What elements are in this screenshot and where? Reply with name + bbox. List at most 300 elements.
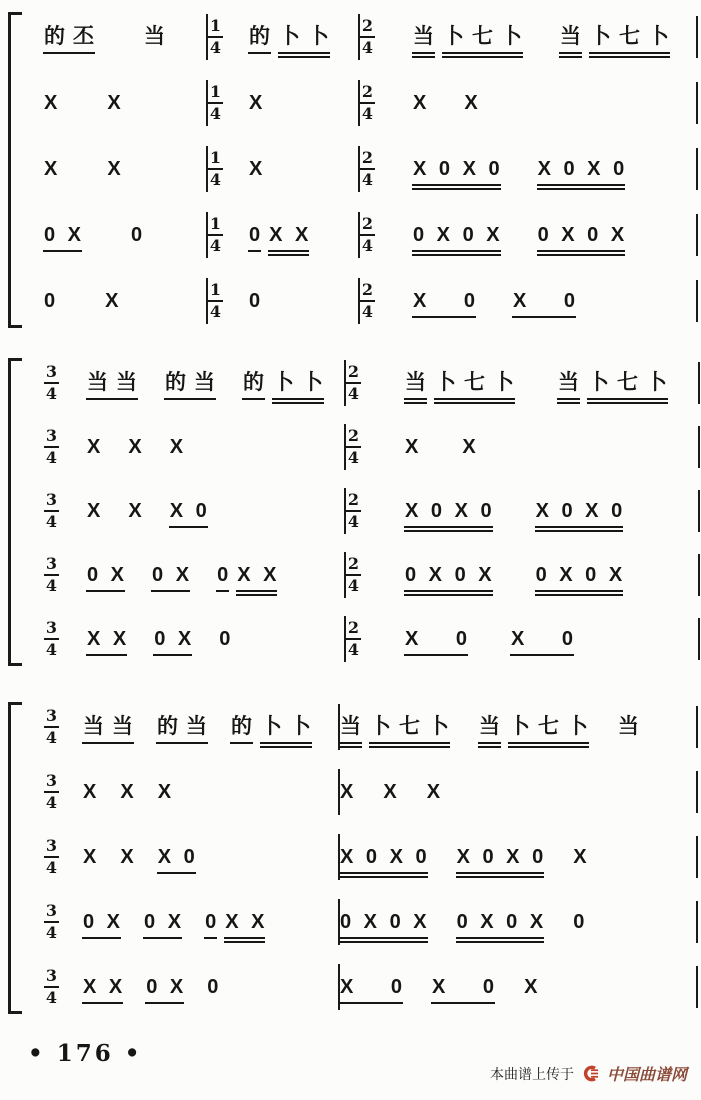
note-token: X 0 X 0 [456,845,544,868]
beat-group [207,976,218,999]
beat-group [170,436,183,459]
time-signature [44,708,59,746]
time-signature [44,492,59,530]
note-token: X [405,435,419,458]
note-token: 的当 [157,714,215,738]
score-row [44,958,698,1016]
note-token: X [413,91,427,114]
measure [340,911,696,934]
end-barline [698,554,700,596]
note-token: 0 [217,563,229,586]
note-token: X X [83,975,123,998]
note-token: 的 [249,24,278,48]
measure [340,846,696,869]
note-token: X [87,435,101,458]
time-signature-denominator: 4 [361,236,374,255]
end-barline [698,426,700,468]
note-token: X [128,499,142,522]
beat-group [464,92,477,115]
note-token: X 0 [432,975,495,998]
note-token: X [107,157,121,180]
measure [44,92,206,115]
beat-group [405,564,492,587]
note-token: 0 [573,910,585,933]
note-token: X 0 X 0 [340,845,427,868]
score-row [44,206,698,264]
time-signature-denominator: 4 [361,104,374,123]
score-system [8,698,698,1016]
measure [44,25,206,49]
measure [44,708,338,746]
measure [44,838,338,876]
note-token: X 0 [157,845,195,868]
measure [340,976,696,999]
score-row [44,763,698,821]
beat-group [83,976,122,999]
note-token: 0 X [146,975,184,998]
system-bracket [8,12,22,328]
time-signature-numerator: 1 [209,280,222,299]
beat-group [87,500,100,523]
note-token: 0 X 0 X [456,910,544,933]
time-signature-denominator: 4 [45,793,58,812]
time-signature-numerator: 2 [361,16,374,35]
note-token: 0 X 0 X [340,910,427,933]
note-token: X 0 [405,627,468,650]
note-token: 0 X [83,910,121,933]
measure [346,364,698,402]
measure [44,428,344,466]
beat-group [340,911,427,934]
score-row [44,893,698,951]
time-signature-denominator: 4 [45,728,58,747]
beat-group [105,290,118,313]
measure [44,492,344,530]
beat-group [87,564,124,587]
note-token: 的 [243,370,272,394]
beat-group [44,224,81,247]
beat-group [536,500,623,523]
time-signature-numerator: 3 [45,554,58,573]
time-signature [44,428,59,466]
time-signature-numerator: 1 [209,148,222,167]
note-token: X [107,91,121,114]
beat-group [383,781,396,804]
measure [44,224,206,247]
time-signature [360,216,375,254]
end-barline [696,966,698,1008]
note-token: 当 [413,24,442,48]
beat-group [128,500,141,523]
time-signature [44,968,59,1006]
score-row [44,272,698,330]
beat-group [87,628,126,651]
beat-group [524,976,537,999]
note-token: 0 [205,910,217,933]
time-signature-numerator: 3 [45,966,58,985]
beat-group [205,911,264,934]
note-token: 当 [340,714,369,738]
beat-group [249,290,260,313]
time-signature-numerator: 3 [45,490,58,509]
score-row [44,8,698,66]
time-signature-numerator: 3 [45,362,58,381]
beat-group [405,628,467,651]
end-barline [696,148,698,190]
time-signature [44,620,59,658]
end-barline [698,490,700,532]
score-row [44,354,700,412]
time-signature [346,364,361,402]
note-token: X [87,499,101,522]
time-signature-denominator: 4 [45,923,58,942]
beat-group [144,24,173,49]
beat-group [560,24,677,49]
time-signature-numerator: 3 [45,618,58,637]
time-signature-numerator: 1 [209,214,222,233]
note-token: 当 [558,370,587,394]
time-signature-denominator: 4 [209,236,222,255]
beat-group [462,436,475,459]
time-signature-numerator: 2 [347,618,360,637]
time-signature-numerator: 2 [347,554,360,573]
end-barline [696,16,698,58]
beat-group [152,564,189,587]
note-token: X [120,780,134,803]
time-signature-denominator: 4 [209,38,222,57]
time-signature [208,150,223,188]
beat-group [217,564,276,587]
beat-group [573,911,584,934]
note-token: X [462,435,476,458]
note-token: 0 X [44,223,82,246]
measure [346,556,698,594]
end-barline [696,771,698,813]
measure [44,290,206,313]
time-signature-denominator: 4 [347,384,360,403]
note-token: X 0 [340,975,403,998]
time-signature [208,84,223,122]
beat-group [405,436,418,459]
note-token: 0 [207,975,219,998]
time-signature-numerator: 3 [45,836,58,855]
note-token: 当 [144,24,173,48]
note-token: X [44,157,58,180]
beat-group [340,846,427,869]
note-token: X [524,975,538,998]
beat-group [413,290,475,313]
time-signature [346,492,361,530]
note-token: X [464,91,478,114]
beat-group [340,976,402,999]
measure [44,903,338,941]
beat-group [432,976,494,999]
measure [208,150,358,188]
beat-group [538,158,625,181]
time-signature [208,216,223,254]
watermark-site-name: 中国曲谱网 [606,1067,687,1084]
time-signature-numerator: 2 [347,490,360,509]
note-token: 0 [249,289,261,312]
beat-group [340,714,457,739]
beat-group [158,846,195,869]
note-token: 0 [131,223,143,246]
time-signature [360,150,375,188]
time-signature-denominator: 4 [45,576,58,595]
note-token: 0 [219,627,231,650]
time-signature-numerator: 2 [361,280,374,299]
note-token: X [83,780,97,803]
beat-group [83,911,120,934]
time-signature-denominator: 4 [347,448,360,467]
beat-group [536,564,623,587]
beat-group [573,846,586,869]
time-signature-numerator: 2 [361,148,374,167]
beat-group [618,714,647,739]
end-barline [696,706,698,748]
beat-group [479,714,596,739]
note-token: X 0 X 0 [537,157,625,180]
beat-group [511,628,573,651]
note-token: 的当 [165,370,223,394]
time-signature [44,903,59,941]
system-bracket [8,358,22,666]
beat-group [128,436,141,459]
measure [346,492,698,530]
beat-group [107,158,120,181]
score-row [44,828,698,886]
note-token: X [249,157,263,180]
measure [44,364,344,402]
beat-group [44,24,102,49]
time-signature-denominator: 4 [361,170,374,189]
beat-group [165,370,223,395]
measure [360,216,696,254]
time-signature-numerator: 1 [209,16,222,35]
beat-group [405,500,492,523]
note-token: 0 X 0 X [535,563,623,586]
measure [44,968,338,1006]
beat-group [457,911,544,934]
score-row [44,74,698,132]
time-signature-denominator: 4 [45,640,58,659]
beat-group [120,781,133,804]
beat-group [340,781,353,804]
time-signature [44,556,59,594]
measure [360,282,696,320]
note-token: X [157,780,172,803]
beat-group [243,370,331,395]
score-row [44,140,698,198]
note-token: X [383,780,397,803]
end-barline [698,618,700,660]
beat-group [249,92,262,115]
note-token: 卜七卜 [443,24,530,48]
note-token: 0 [44,289,56,312]
note-token: 卜七卜 [588,370,675,394]
note-token: 当 [560,24,589,48]
measure [44,158,206,181]
note-token: X X [87,627,127,650]
note-token: X 0 [511,627,574,650]
beat-group [538,224,625,247]
beat-group [249,158,262,181]
score-row [44,482,700,540]
note-token: 0 X 0 X [405,563,492,586]
time-signature-numerator: 3 [45,426,58,445]
time-signature-denominator: 4 [45,384,58,403]
score-system [8,8,698,330]
beat-group [231,714,319,739]
note-token: 的 [231,714,260,738]
note-token: X [128,435,142,458]
beat-group [405,370,522,395]
time-signature [346,620,361,658]
measure [360,84,696,122]
time-signature-denominator: 4 [347,576,360,595]
end-barline [696,901,698,943]
beat-group [87,436,100,459]
score-row [44,610,700,668]
note-token: 当 [618,714,647,738]
note-token: 卜卜 [279,24,337,48]
time-signature-numerator: 3 [45,901,58,920]
note-token: 卜卜 [261,714,319,738]
time-signature-numerator: 2 [347,362,360,381]
measure [208,216,358,254]
beat-group [249,224,308,247]
note-token: X [426,780,441,803]
note-token: 的丕 [44,24,102,48]
beat-group [44,92,57,115]
time-signature-denominator: 4 [45,512,58,531]
time-signature-denominator: 4 [209,302,222,321]
beat-group [131,224,142,247]
measure [208,18,358,56]
beat-group [144,911,181,934]
time-signature [208,18,223,56]
end-barline [696,836,698,878]
note-token: 卜七卜 [370,714,457,738]
note-token: X 0 [513,289,576,312]
note-token: 卜卜 [273,370,331,394]
beat-group [413,24,530,49]
time-signature [346,428,361,466]
measure [340,715,696,739]
watermark-prefix: 本曲谱上传于 [489,1065,574,1082]
note-token: X [120,845,134,868]
note-token: X X [269,223,309,246]
note-token: X X [237,563,277,586]
beat-group [120,846,133,869]
time-signature-denominator: 4 [361,302,374,321]
score-row [44,698,698,756]
time-signature [44,364,59,402]
beat-group [219,628,230,651]
beat-group [83,781,96,804]
note-token: 当当 [83,714,141,738]
note-token: X [83,845,97,868]
time-signature-denominator: 4 [347,512,360,531]
note-token: X 0 [413,289,476,312]
beat-group [83,714,141,739]
measure [346,428,698,466]
time-signature [44,773,59,811]
beat-group [158,781,171,804]
beat-group [249,24,337,49]
note-token: X 0 X 0 [413,157,500,180]
site-logo-icon [581,1065,600,1082]
time-signature-numerator: 3 [45,706,58,725]
time-signature-numerator: 3 [45,771,58,790]
time-signature-denominator: 4 [347,640,360,659]
time-signature-denominator: 4 [45,858,58,877]
time-signature-denominator: 4 [209,170,222,189]
measure [360,150,696,188]
note-token: 0 X [87,563,125,586]
note-token: X [105,289,119,312]
time-signature-denominator: 4 [209,104,222,123]
beat-group [157,714,215,739]
time-signature [346,556,361,594]
note-token: X [573,845,587,868]
beat-group [513,290,575,313]
measure [44,620,344,658]
time-signature-denominator: 4 [45,988,58,1007]
score-row [44,418,700,476]
end-barline [696,214,698,256]
note-token: 当当 [87,370,145,394]
measure [340,781,696,804]
beat-group [413,158,500,181]
note-token: 当 [479,714,508,738]
beat-group [170,500,207,523]
time-signature-denominator: 4 [361,38,374,57]
note-token: 0 X [144,910,182,933]
beat-group [457,846,544,869]
note-token: X 0 X 0 [405,499,492,522]
measure [208,84,358,122]
beat-group [558,370,675,395]
time-signature [208,282,223,320]
measure [346,620,698,658]
beat-group [427,781,440,804]
system-bracket [8,702,22,1014]
measure [360,18,696,56]
note-token: 0 X 0 X [537,223,625,246]
beat-group [413,92,426,115]
measure [208,282,358,320]
note-token: 卜七卜 [590,24,677,48]
note-token: X [169,435,184,458]
note-token: X [44,91,58,114]
time-signature [360,84,375,122]
time-signature [360,282,375,320]
page-number: • 176 • [28,1040,143,1067]
time-signature-numerator: 2 [347,426,360,445]
score-row [44,546,700,604]
watermark [490,1062,687,1085]
beat-group [83,846,96,869]
beat-group [146,976,183,999]
time-signature-numerator: 1 [209,82,222,101]
note-token: X 0 X 0 [535,499,623,522]
beat-group [87,370,145,395]
note-token: 当 [405,370,434,394]
time-signature [44,838,59,876]
beat-group [107,92,120,115]
time-signature-numerator: 2 [361,82,374,101]
